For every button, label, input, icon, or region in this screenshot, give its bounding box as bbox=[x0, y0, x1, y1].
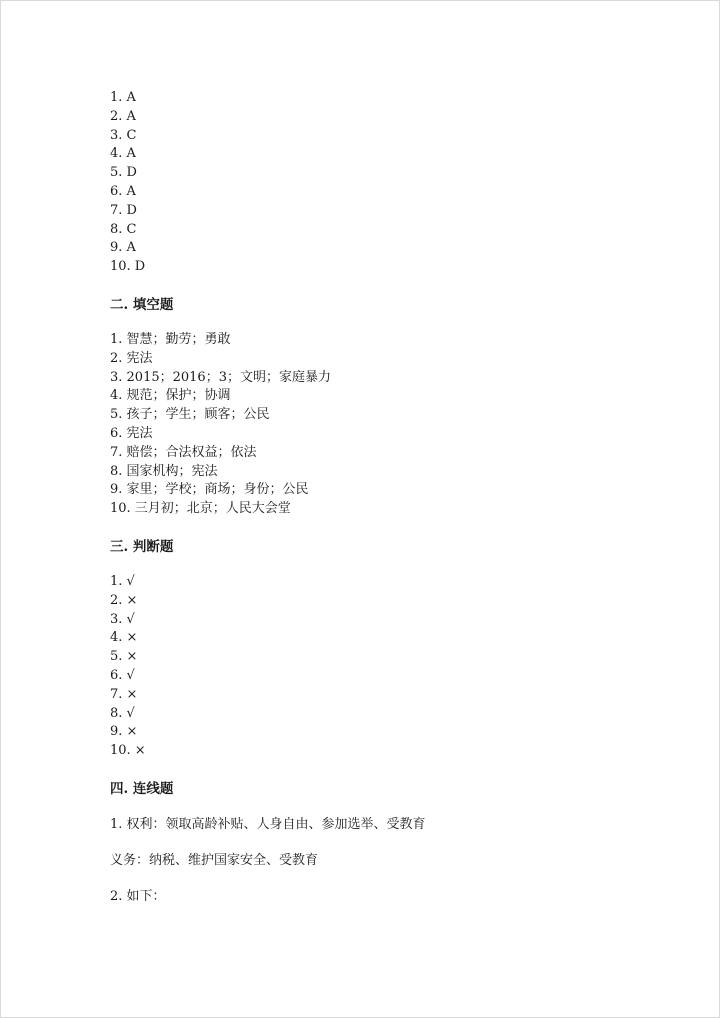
judge-answer: 8. √ bbox=[110, 705, 135, 721]
judge-answer: 2. × bbox=[110, 592, 138, 608]
judge-answer: 5. × bbox=[110, 649, 138, 665]
judge-answer: 7. × bbox=[110, 686, 138, 702]
judge-answers-list bbox=[110, 573, 670, 761]
judge-answer: 10. × bbox=[110, 743, 146, 759]
choice-answer: 4. A bbox=[110, 146, 136, 162]
choice-answer: 2. A bbox=[110, 108, 136, 124]
choice-answer: 9. A bbox=[110, 240, 136, 256]
fill-answer: 6. 宪法 bbox=[110, 425, 153, 441]
answer-content bbox=[110, 89, 670, 907]
choice-answer: 6. A bbox=[110, 183, 136, 199]
choice-answer: 8. C bbox=[110, 221, 137, 237]
judge-answer: 6. √ bbox=[110, 667, 135, 683]
fill-answer: 3. 2015；2016；3；文明；家庭暴力 bbox=[110, 369, 331, 385]
match-answer-2: 2. 如下： bbox=[110, 888, 166, 904]
judge-answer: 9. × bbox=[110, 724, 138, 740]
judge-answer: 4. × bbox=[110, 630, 138, 646]
judge-answer: 3. √ bbox=[110, 611, 135, 627]
choice-answer: 3. C bbox=[110, 127, 137, 143]
fill-answer: 10. 三月初；北京；人民大会堂 bbox=[110, 501, 291, 517]
choice-answer: 1. A bbox=[110, 90, 136, 105]
choice-answer: 5. D bbox=[110, 165, 137, 181]
fill-answer: 9. 家里；学校；商场；身份；公民 bbox=[110, 482, 309, 498]
fill-answer: 1. 智慧；勤劳；勇敢 bbox=[110, 331, 231, 347]
judge-answer: 1. √ bbox=[110, 573, 135, 589]
fill-answer: 5. 孩子；学生；顾客；公民 bbox=[110, 407, 270, 423]
match-answer-duties: 义务：纳税、维护国家安全、受教育 bbox=[110, 852, 319, 868]
match-section-heading: 四. 连线题 bbox=[110, 780, 174, 797]
choice-answer: 10. D bbox=[110, 259, 146, 275]
choice-answers-list bbox=[110, 89, 670, 277]
judge-section-heading: 三. 判断题 bbox=[110, 538, 174, 555]
fill-answer: 8. 国家机构；宪法 bbox=[110, 463, 218, 479]
fill-answer: 7. 赔偿；合法权益；依法 bbox=[110, 444, 257, 460]
fill-answer: 4. 规范；保护；协调 bbox=[110, 388, 231, 404]
fill-answers-list bbox=[110, 331, 670, 519]
fill-answer: 2. 宪法 bbox=[110, 350, 153, 366]
match-answer-rights: 1. 权利：领取高龄补贴、人身自由、参加选举、受教育 bbox=[110, 816, 426, 832]
choice-answer: 7. D bbox=[110, 202, 137, 218]
fill-section-heading: 二. 填空题 bbox=[110, 296, 174, 313]
